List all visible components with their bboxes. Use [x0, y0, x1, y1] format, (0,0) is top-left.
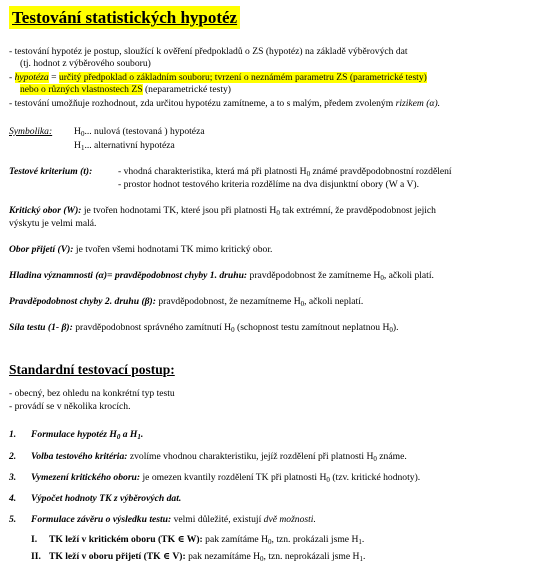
intro-bullet-2-cont [20, 84, 231, 96]
h0-subscript: 0 [80, 130, 85, 138]
outcome-1: I. TK leží v kritickém oboru (TK ∈ W): pak zamítáme $H_0$, tzn. prokázali jsme $H_1$. [31, 534, 365, 546]
intro-bullet-3-text: testování umožňuje rozhodnout, zda určitou hypotézu zamítneme, a to s malým, předem zvoleným [14, 98, 394, 109]
h0-text: ... nulová (testovaná ) hypotéza [84, 126, 205, 137]
step-1: 1. Formulace hypotéz $H_0$ a $H_1$. [9, 429, 144, 441]
procedure-bullet-1: - obecný, bez ohledu na konkrétní typ testu [9, 388, 175, 399]
significance-label: Hladina významnosti (α)= pravděpodobnost chyby 1. druhu: [9, 270, 248, 281]
hypothesis-definition-cont: nebo o různých vlastnostech ZS [20, 84, 143, 95]
risk-term: rizikem (α). [395, 98, 441, 109]
equals-sign: = [51, 72, 57, 83]
criterion-label: Testové kriterium (t): [9, 166, 93, 177]
step-number: 4. [9, 493, 17, 504]
step-5: 5. Formulace závěru o výsledku testu: velmi důležité, existují dvě možnosti. [9, 514, 316, 525]
procedure-heading: Standardní testovací postup: [9, 362, 175, 377]
nonparametric-note: (neparametrické testy) [144, 84, 231, 95]
acceptance-line: Obor přijetí (V): je tvořen všemi hodnotami TK mimo kritický obor. [9, 244, 273, 255]
step-3: 3. Vymezení kritického oboru: je omezen kvantily rozdělení TK při platnosti $H_0$ (tzv. kritické hodnoty). [9, 472, 421, 484]
critical-line-1: Kritický obor (W): je tvořen hodnotami TK, které jsou při platnosti $H_0$ tak extrémní, že pravděpodobnost jejich [9, 205, 436, 217]
step-4: 4. Výpočet hodnoty TK z výběrových dat. [9, 493, 182, 504]
intro-bullet-1: - testování hypotéz je postup, sloužící k ověření předpokladů o ZS (hypotéz) na základě výběrových dat [9, 46, 408, 57]
hypothesis-definition: určitý předpoklad o základním souboru; tvrzení o neznámém parametru ZS (parametrické testy) [58, 72, 427, 83]
h1-line [74, 140, 175, 152]
outcome-number: I. [31, 534, 38, 545]
acceptance-label: Obor přijetí (V): [9, 244, 74, 255]
criterion-line-2: - prostor hodnot testového kriteria rozdělíme na dva disjunktní obory (W a V). [118, 179, 419, 190]
type2-label: Pravděpodobnost chyby 2. druhu (β): [9, 296, 156, 307]
h1-symbol: H [74, 140, 81, 151]
h1-text: ... alternativní hypotéza [84, 140, 175, 151]
intro-bullet-3: - testování umožňuje rozhodnout, zda určitou hypotézu zamítneme, a to s malým, předem zvoleným rizikem (α). [9, 98, 441, 109]
intro-bullet-1-cont: (tj. hodnot z výběrového souboru) [20, 58, 151, 69]
step-2: 2. Volba testového kritéria: zvolíme vhodnou charakteristiku, jejíž rozdělení při platnosti $H_0$ známe. [9, 451, 407, 463]
hypothesis-term: hypotéza [14, 72, 49, 83]
symbolika-label: Symbolika: [9, 126, 53, 137]
procedure-bullet-2: - provádí se v několika krocích. [9, 401, 131, 412]
outcome-2: II. TK leží v oboru přijetí (TK ∈ V): pak nezamítáme $H_0$, tzn. neprokázali jsme $H_1$. [31, 551, 366, 563]
power-line: Síla testu (1- β): pravděpodobnost správného zamítnutí $H_0$ (schopnost testu zamítnout neplatnou $H_0$). [9, 322, 399, 334]
intro-bullet-2: - hypotéza = určitý předpoklad o základním souboru; tvrzení o neznámém parametru ZS (parametrické testy) [9, 72, 427, 83]
step-number: 1. [9, 429, 17, 440]
step-number: 5. [9, 514, 17, 525]
power-label: Síla testu (1- β): [9, 322, 73, 333]
significance-line: Hladina významnosti (α)= pravděpodobnost chyby 1. druhu: pravděpodobnost že zamítneme $H_0$, ačkoli platí. [9, 270, 434, 282]
criterion-line-1: - vhodná charakteristika, která má při platnosti $H_0$ známé pravděpodobnostní rozdělení [118, 166, 452, 178]
intro-bullet-1-text: testování hypotéz je postup, sloužící k ověření předpokladů o ZS (hypotéz) na základě výběrových dat [14, 46, 408, 57]
type2-line: Pravděpodobnost chyby 2. druhu (β): pravděpodobnost, že nezamítneme $H_0$, ačkoli neplatí. [9, 296, 364, 308]
h0-line [74, 126, 205, 138]
page-title: Testování statistických hypotéz [9, 6, 240, 29]
h1-subscript: 1 [80, 144, 85, 152]
step-number: 3. [9, 472, 17, 483]
critical-line-2: výskytu je velmi malá. [9, 218, 97, 229]
critical-label: Kritický obor (W): [9, 205, 82, 216]
step-number: 2. [9, 451, 17, 462]
outcome-number: II. [31, 551, 41, 562]
h0-symbol: H [74, 126, 81, 137]
